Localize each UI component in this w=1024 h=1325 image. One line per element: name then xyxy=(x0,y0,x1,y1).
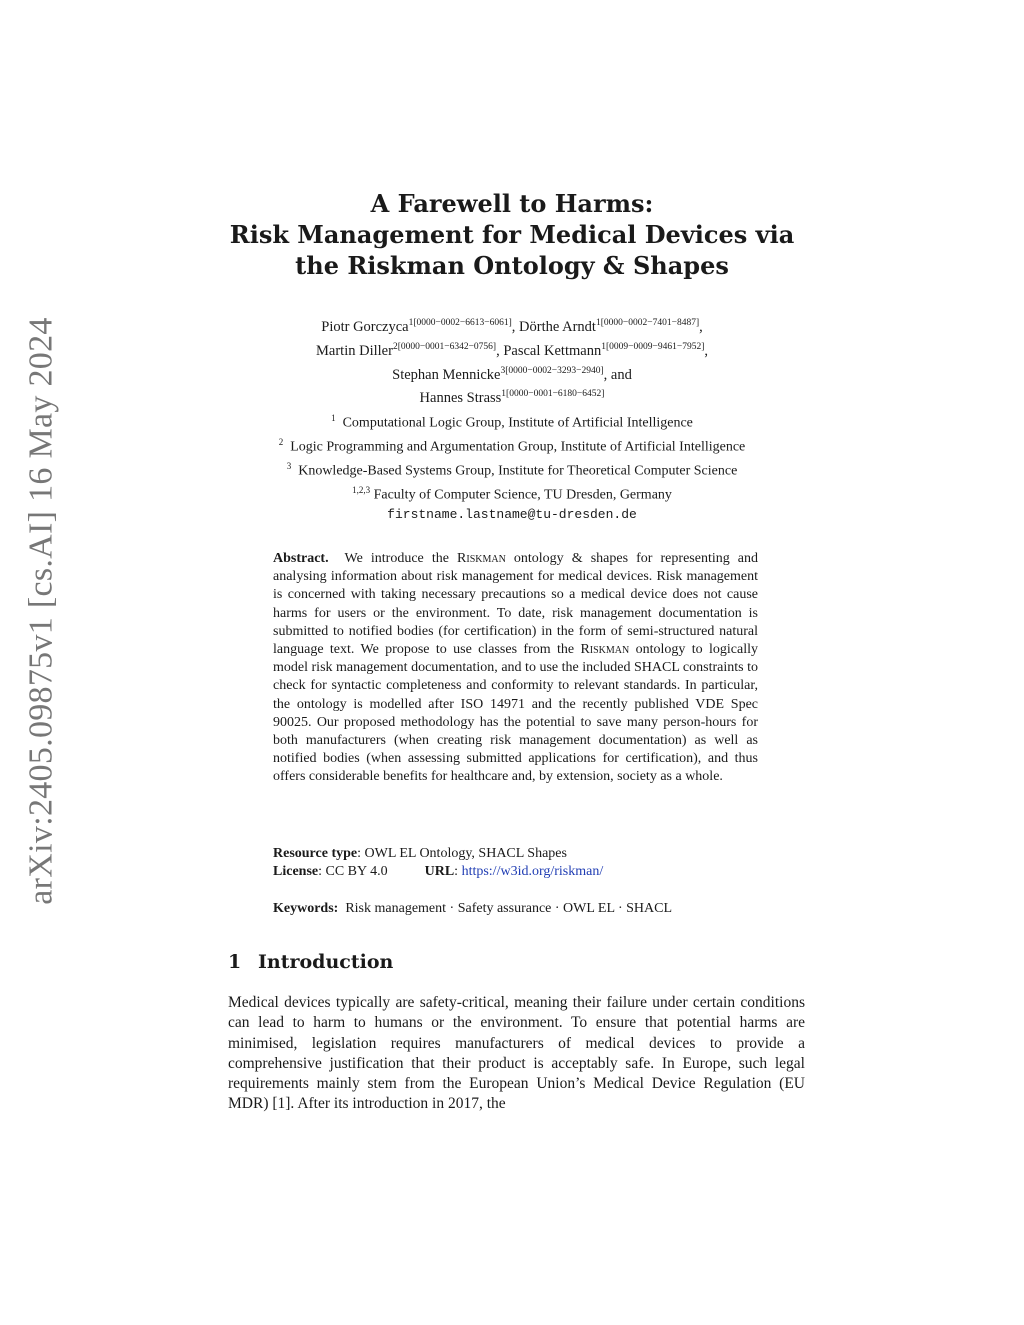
author-affil-mark: 2 xyxy=(392,341,398,352)
license-row: License: CC BY 4.0 URL: https://w3id.org/riskman/ xyxy=(273,864,604,879)
keywords xyxy=(273,900,773,918)
author-orcid: [0000−0002−3293−2940] xyxy=(505,365,604,376)
title-line-2: Risk Management for Medical Devices via xyxy=(229,220,795,249)
title-line-1: A Farewell to Harms: xyxy=(370,189,654,218)
author-affil-mark: 1 xyxy=(601,341,606,352)
affiliation-mark: 2 xyxy=(278,437,284,448)
resource-type-label: Resource type xyxy=(273,846,358,861)
license-label: License xyxy=(273,864,319,879)
section-title: Introduction xyxy=(258,951,394,973)
author-line-4 xyxy=(212,384,812,408)
arxiv-stamp-text: arXiv:2405.09875v1 [cs.AI] 16 May 2024 xyxy=(23,317,60,905)
email-address[interactable] xyxy=(172,506,852,525)
license-value: : CC BY 4.0 xyxy=(318,864,388,879)
author-line-2 xyxy=(212,337,812,361)
abstract-text-1: We introduce the xyxy=(344,551,449,566)
author-orcid: [0000−0001−6180−6452] xyxy=(506,389,605,400)
resource-metadata xyxy=(273,845,773,881)
affiliation-text: Computational Logic Group, Institute of Artificial Intelligence xyxy=(342,415,693,431)
author-orcid: [0009−0009−9461−7952] xyxy=(605,341,705,352)
author-separator: , xyxy=(704,342,708,359)
affiliation-text: Knowledge-Based Systems Group, Institute for Theoretical Computer Science xyxy=(298,463,738,479)
author-name: Dörthe Arndt xyxy=(519,318,596,335)
section-heading xyxy=(228,951,393,973)
affiliation-text: Logic Programming and Argumentation Group, Institute of Artificial Intelligence xyxy=(290,439,746,455)
url-label: URL xyxy=(424,864,455,879)
email-text[interactable]: firstname.lastname@tu-dresden.de xyxy=(387,506,637,522)
abstract-label: Abstract. xyxy=(273,551,329,566)
author-name: Hannes Strass xyxy=(419,390,502,407)
author-separator: , and xyxy=(603,366,632,383)
abstract-text-2: ontology & shapes for representing and analysing information about risk management for medical devices. Risk management is concerned with taking necessary precautions so a medical device does not cause harms for users or the environment. To date, risk management documentation is submitted to notified bodies (for certification) in the form of semi-structured natural language text. We propose to use classes from the xyxy=(273,551,759,658)
author-separator: , xyxy=(496,342,504,359)
arxiv-stamp xyxy=(22,317,62,905)
keywords-label: Keywords: xyxy=(273,901,339,916)
author-separator: , xyxy=(511,318,520,335)
author-affil-mark: 1 xyxy=(595,318,601,328)
author-affil-mark: 3 xyxy=(500,365,506,376)
affiliation-mark: 1 xyxy=(331,413,336,423)
affiliation-item xyxy=(172,481,852,505)
intro-paragraph: Medical devices typically are safety-critical, meaning their failure under certain conditions can lead to harm to humans or the environment. To ensure that potential harms are minimised, legislation requires manufacturers of medical devices to provide a comprehensive justification that their product is acceptably safe. In Europe, such legal requirements mainly stem from the European Union’s Medical Device Regulation (EU MDR) [1]. After its introduction in 2017, the xyxy=(228,994,805,1113)
resource-url-link[interactable]: https://w3id.org/riskman/ xyxy=(461,864,604,879)
author-orcid: [0000−0002−6613−6061] xyxy=(413,318,512,328)
resource-type-value: : OWL EL Ontology, SHACL Shapes xyxy=(357,846,567,861)
author-name: Martin Diller xyxy=(316,342,393,359)
paper-title xyxy=(212,188,812,281)
abstract-text-3: ontology to logically model risk management documentation, and to use the included SHACL constraints to check for syntactic completeness and conformity to relevant standards. In particular, the ontology is modelled after ISO 14971 and the recently published VDE Spec 90025. Our proposed methodology has the potential to save many person-hours for both manufacturers (when creating risk management documentation) as well as notified bodies (when assessing submitted applications for certification), and thus offers considerable benefits for healthcare and, by extension, society as a whole. xyxy=(273,642,759,785)
author-orcid: [0000−0002−7401−8487] xyxy=(600,318,700,328)
author-line-1 xyxy=(212,313,812,337)
author-orcid: [0000−0001−6342−0756] xyxy=(397,341,497,352)
keywords-text: Risk management · Safety assurance · OWL EL · SHACL xyxy=(345,901,673,916)
author-line-3 xyxy=(212,361,812,385)
affiliation-item xyxy=(172,433,852,457)
abstract xyxy=(273,550,758,787)
affiliation-mark: 3 xyxy=(286,461,292,472)
author-separator: , xyxy=(699,318,703,335)
riskman-name: Riskman xyxy=(580,642,630,658)
resource-type-row xyxy=(273,845,773,863)
riskman-name: Riskman xyxy=(457,551,506,566)
affiliation-mark: 1,2,3 xyxy=(352,485,371,496)
author-name: Pascal Kettmann xyxy=(503,342,602,359)
affiliation-item xyxy=(172,457,852,481)
section-number: 1 xyxy=(228,951,242,973)
affiliation-text: Faculty of Computer Science, TU Dresden, Germany xyxy=(373,488,672,504)
affiliation-list xyxy=(172,409,852,524)
author-list xyxy=(212,313,812,408)
affiliation-item xyxy=(172,409,852,433)
author-affil-mark: 1 xyxy=(408,318,414,328)
title-line-3: the Riskman Ontology & Shapes xyxy=(295,251,729,280)
author-affil-mark: 1 xyxy=(501,389,507,400)
author-name: Piotr Gorczyca xyxy=(321,318,409,335)
author-name: Stephan Mennicke xyxy=(392,366,501,383)
